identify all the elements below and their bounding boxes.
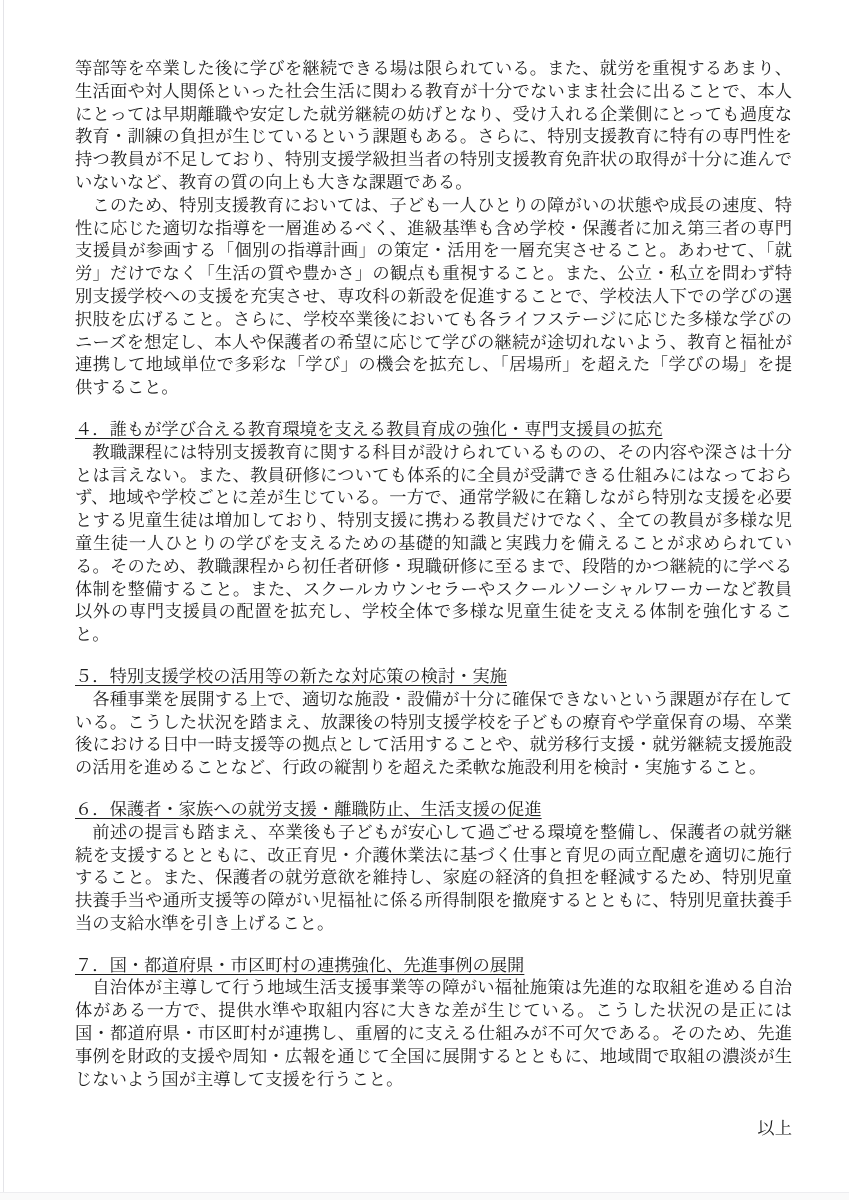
section5-heading: ５．特別支援学校の活用等の新たな対応策の検討・実施 bbox=[75, 666, 508, 686]
page-bottom-edge bbox=[0, 1192, 849, 1200]
closing-ijou-label: 以上 bbox=[757, 1119, 792, 1139]
paragraph-section6-body: 前述の提言も踏まえ、卒業後も子どもが安心して過ごせる環境を整備し、保護者の就労継続を支援するとともに、改正育児・介護休業法に基づく仕事と育児の両立配慮を適切に施行すること。また、保護者の就労意欲を維持し、家庭の経済的負担を軽減するため、特別児童扶養手当や通所支援等の障がい児福祉に係る所得制限を撤廃するとともに、特別児童扶養手当の支給水準を引き上げること。 bbox=[75, 822, 792, 933]
document-content bbox=[75, 58, 792, 1141]
section4-heading: ４．誰もが学び合える教育環境を支える教員育成の強化・専門支援員の拡充 bbox=[75, 419, 663, 439]
paragraph-section4-body: 教職課程には特別支援教育に関する科目が設けられているものの、その内容や深さは十分とは言えない。また、教員研修についても体系的に全員が受講できる仕組みにはなっておらず、地域や学校ごとに差が生じている。一方で、通常学級に在籍しながら特別な支援を必要とする児童生徒は増加しており、特別支援に携わる教員だけでなく、全ての教員が多様な児童生徒一人ひとりの学びを支えるための基礎的知識と実践力を備えることが求められている。そのため、教職課程から初任者研修・現職研修に至るまで、段階的かつ継続的に学べる体制を整備すること。また、スクールカウンセラーやスクールソーシャルワーカーなど教員以外の専門支援員の配置を拡充し、学校全体で多様な児童生徒を支える体制を強化すること。 bbox=[75, 442, 792, 645]
section6-heading: ６．保護者・家族への就労支援・離職防止、生活支援の促進 bbox=[75, 799, 542, 819]
paragraph-section7-body: 自治体が主導して行う地域生活支援事業等の障がい福祉施策は先進的な取組を進める自治体がある一方で、提供水準や取組内容に大きな差が生じている。こうした状況の是正には国・都道府県・市区町村が連携し、重層的に支える仕組みが不可欠である。そのため、先進事例を財政的支援や周知・広報を通じて全国に展開するとともに、地域間で取組の濃淡が生じないよう国が主導して支援を行うこと。 bbox=[75, 978, 792, 1089]
section7-heading: ７．国・都道府県・市区町村の連携強化、先進事例の展開 bbox=[75, 955, 525, 975]
paragraph-section3-continuation: 等部等を卒業した後に学びを継続できる場は限られている。また、就労を重視するあまり、生活面や対人関係といった社会生活に関わる教育が十分でないまま社会に出ることで、本人にとっては早期離職や安定した就労継続の妨げとなり、受け入れる企業側にとっても過度な教育・訓練の負担が生じているという課題もある。さらに、特別支援教育に特有の専門性を持つ教員が不足しており、特別支援学級担当者の特別支援教育免許状の取得が十分に進んでいないなど、教育の質の向上も大きな課題である。 bbox=[75, 59, 792, 192]
paragraph-section5-body: 各種事業を展開する上で、適切な施設・設備が十分に確保できないという課題が存在している。こうした状況を踏まえ、放課後の特別支援学校を子どもの療育や学童保育の場、卒業後における日中一時支援等の拠点として活用することや、就労移行支援・就労継続支援施設の活用を進めることなど、行政の縦割りを超えた柔軟な施設利用を検討・実施すること。 bbox=[75, 689, 792, 778]
paragraph-section3-proposal: このため、特別支援教育においては、子ども一人ひとりの障がいの状態や成長の速度、特性に応じた適切な指導を一層進めるべく、進級基準も含め学校・保護者に加え第三者の専門支援員が参画する「個別の指導計画」の策定・活用を一層充実させること。あわせて、「就労」だけでなく「生活の質や豊かさ」の観点も重視すること。また、公立・私立を問わず特別支援学校への支援を充実させ、専攻科の新設を促進することで、学校法人下での学びの選択肢を広げること。さらに、学校卒業後においても各ライフステージに応じた多様な学びのニーズを想定し、本人や保護者の希望に応じて学びの継続が途切れないよう、教育と福祉が連携して地域単位で多彩な「学び」の機会を拡充し、「居場所」を超えた「学びの場」を提供すること。 bbox=[75, 195, 792, 398]
page-left-edge bbox=[3, 0, 4, 1193]
